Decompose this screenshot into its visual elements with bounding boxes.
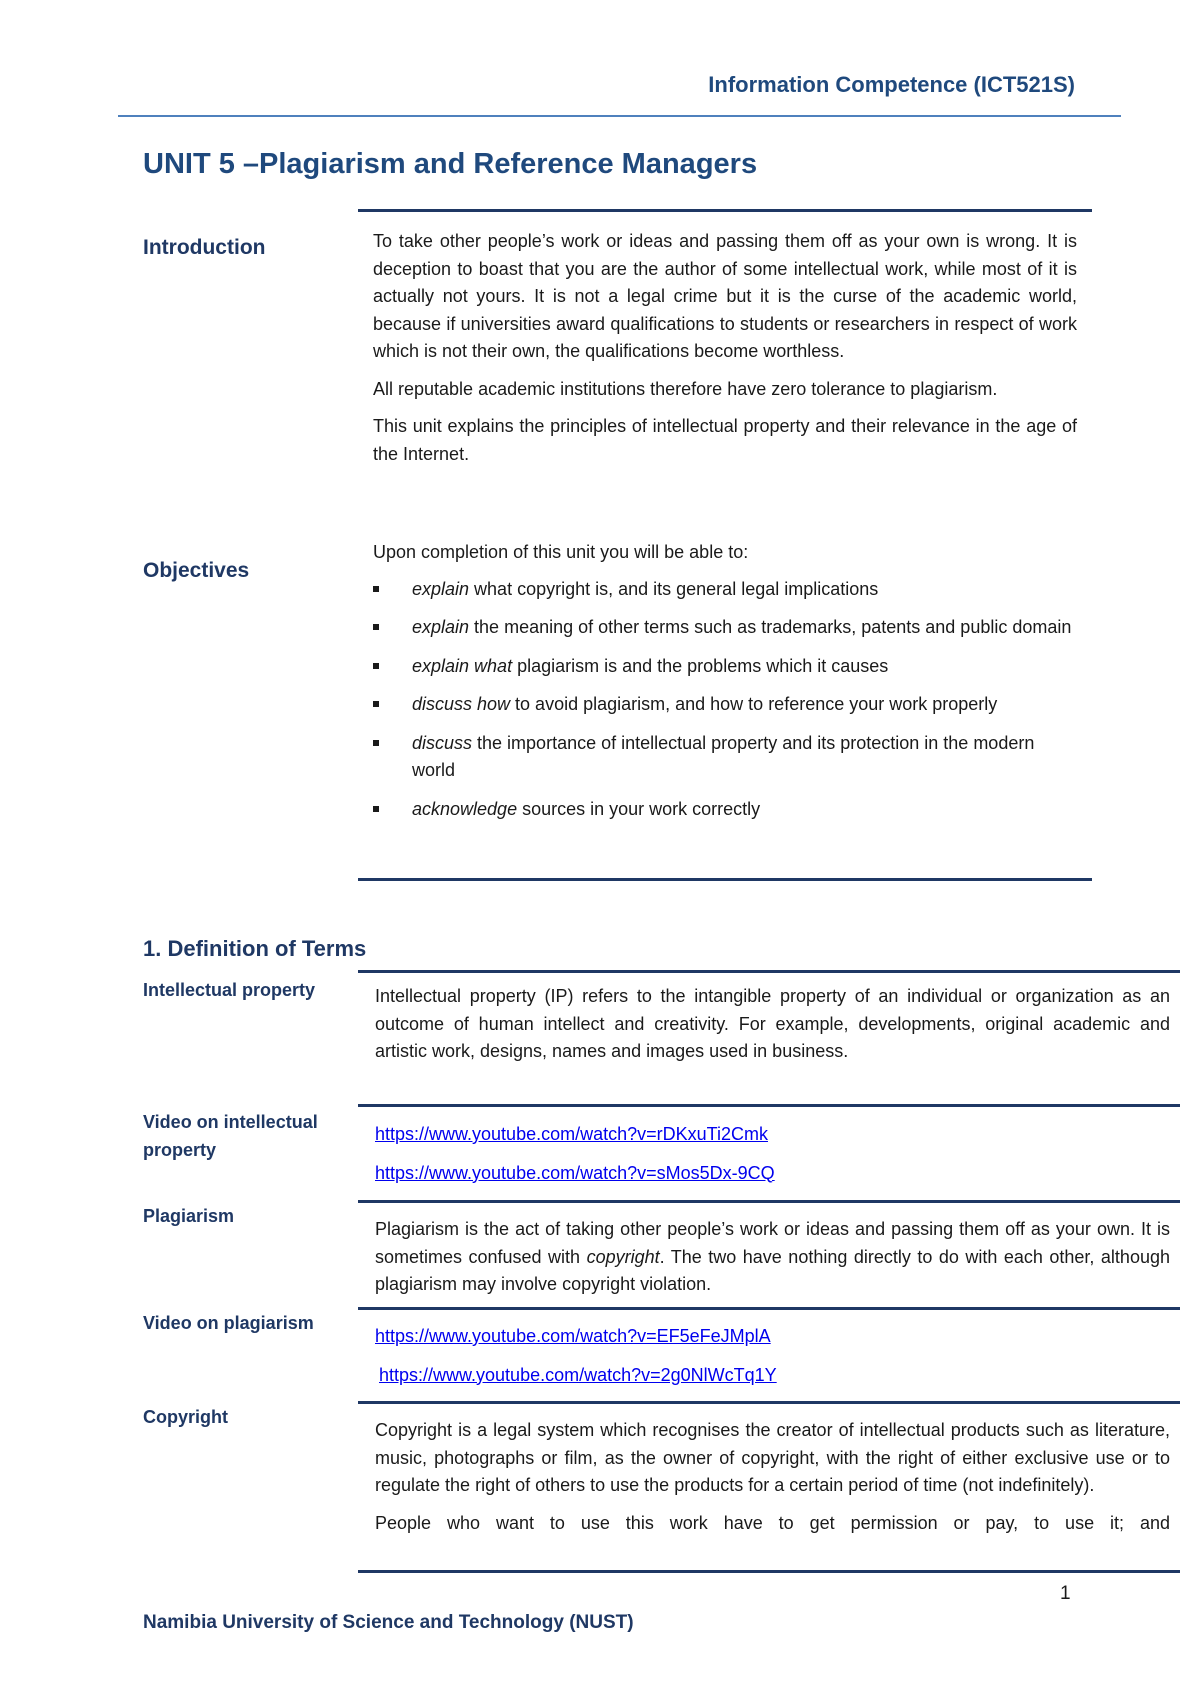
section-title: 1. Definition of Terms	[143, 936, 367, 961]
objective-item: explain what plagiarism is and the problems which it causes	[373, 653, 1077, 681]
term-label-copyright: Copyright	[143, 1407, 228, 1427]
page-number: 1	[1060, 1583, 1071, 1604]
running-header: Information Competence (ICT521S)	[708, 72, 1075, 97]
copyright-paragraph-1: Copyright is a legal system which recognises the creator of intellectual products such as literature, music, photographs or film, as the owner of copyright, with the right of either exclusive use or to regulate the right of others to use the products for a certain period of time (not indefinitely).	[375, 1420, 1170, 1495]
definition-rule	[358, 1570, 1180, 1573]
bullet-icon	[373, 586, 379, 592]
video-plagiarism-links	[375, 1323, 1170, 1389]
term-label-intellectual-property: Intellectual property	[143, 980, 316, 1000]
youtube-link[interactable]: https://www.youtube.com/watch?v=rDKxuTi2Cmk	[375, 1124, 768, 1144]
bullet-icon	[373, 663, 379, 669]
copyright-definition	[375, 1417, 1170, 1547]
objectives-lead: Upon completion of this unit you will be able to:	[373, 542, 749, 562]
definition-rule	[358, 970, 1180, 973]
intro-paragraph-1: To take other people’s work or ideas and passing them off as your own is wrong. It is deception to boast that you are the author of some intellectual work, while most of it is actually not yours. It is not a legal crime but it is the curse of the academic world, because if universities award qualifications to students or researchers in respect of work which is not their own, the qualifications become worthless.	[373, 231, 1077, 361]
objective-item: explain the meaning of other terms such as trademarks, patents and public domain	[373, 614, 1077, 642]
objective-item: discuss how to avoid plagiarism, and how to reference your work properly	[373, 691, 1077, 719]
objectives-body	[373, 539, 1077, 834]
term-label-video-plagiarism: Video on plagiarism	[143, 1313, 314, 1333]
objectives-label: Objectives	[143, 559, 250, 582]
bullet-icon	[373, 701, 379, 707]
introduction-label: Introduction	[143, 236, 266, 259]
youtube-link[interactable]: https://www.youtube.com/watch?v=EF5eFeJMplA	[375, 1326, 771, 1346]
intro-paragraph-3: This unit explains the principles of intellectual property and their relevance in the age of the Internet.	[373, 416, 1077, 464]
unit-title: UNIT 5 –Plagiarism and Reference Managers	[143, 148, 758, 180]
objective-item: explain what copyright is, and its general legal implications	[373, 576, 1077, 604]
term-label-video-ip: Video on intellectual property	[143, 1112, 318, 1160]
youtube-link[interactable]: https://www.youtube.com/watch?v=2g0NlWcTq1Y	[379, 1364, 777, 1385]
definition-rule	[358, 1200, 1180, 1203]
footer-institution: Namibia University of Science and Technology (NUST)	[143, 1612, 634, 1633]
youtube-link[interactable]: https://www.youtube.com/watch?v=sMos5Dx-9CQ	[375, 1162, 775, 1183]
copyright-paragraph-2: People who want to use this work have to get permission or pay, to use it; and	[375, 1512, 1170, 1533]
definition-rule	[358, 1401, 1180, 1404]
objective-item: discuss the importance of intellectual property and its protection in the modern world	[373, 730, 1077, 785]
video-ip-links	[375, 1121, 1170, 1187]
objectives-bottom-rule	[358, 878, 1092, 881]
term-label-plagiarism: Plagiarism	[143, 1206, 235, 1226]
definition-rule	[358, 1307, 1180, 1310]
intro-paragraph-2: All reputable academic institutions therefore have zero tolerance to plagiarism.	[373, 378, 998, 399]
bullet-icon	[373, 806, 379, 812]
plagiarism-definition: Plagiarism is the act of taking other people’s work or ideas and passing them off as your own. It is sometimes confused with copyright. The two have nothing directly to do with each other, although plagiarism may involve copyright violation.	[375, 1219, 1170, 1294]
objective-item: acknowledge sources in your work correctly	[373, 796, 1077, 824]
intro-top-rule	[358, 209, 1092, 212]
objectives-list	[373, 576, 1077, 824]
definition-rule	[358, 1104, 1180, 1107]
bullet-icon	[373, 740, 379, 746]
introduction-body	[373, 228, 1077, 478]
header-divider	[118, 115, 1121, 117]
bullet-icon	[373, 624, 379, 630]
intellectual-property-definition: Intellectual property (IP) refers to the intangible property of an individual or organization as an outcome of human intellect and creativity. For example, developments, original academic and artistic work, designs, names and images used in business.	[375, 986, 1170, 1061]
